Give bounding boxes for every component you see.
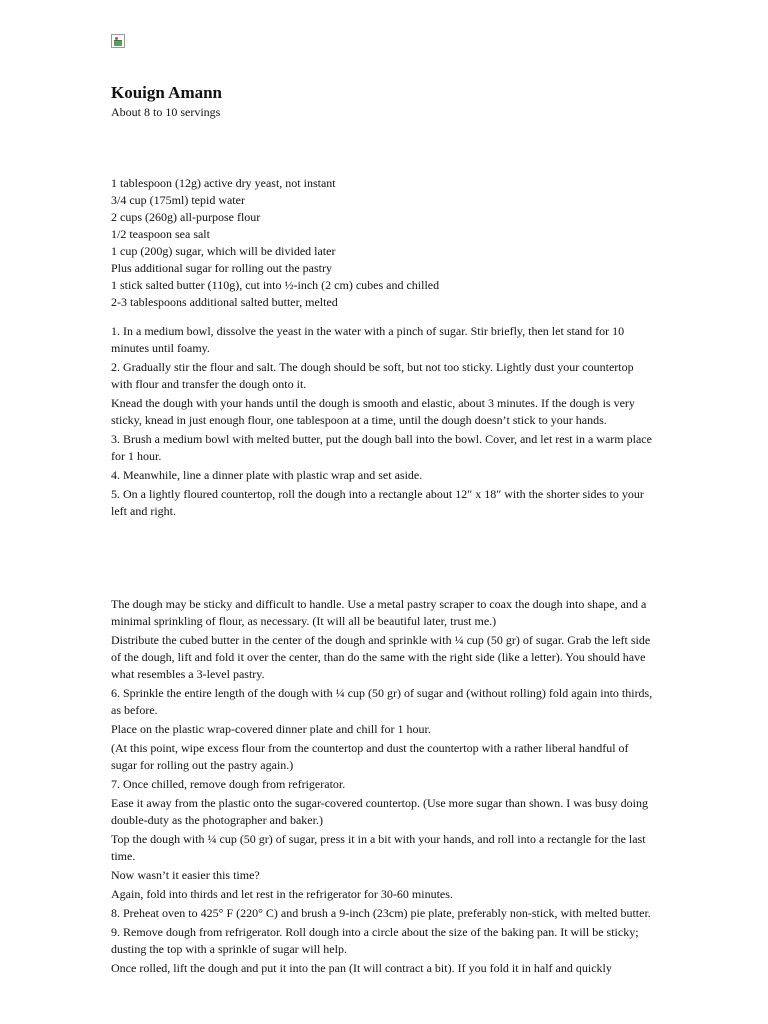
- instruction-step: Again, fold into thirds and let rest in the refrigerator for 30-60 minutes.: [111, 887, 453, 901]
- instruction-step: (At this point, wipe excess flour from the countertop and dust the countertop with a rather liberal handful of sugar for rolling out the pastry again.): [111, 741, 629, 772]
- instruction-step: Now wasn’t it easier this time?: [111, 868, 260, 882]
- instructions-part-2: [111, 596, 656, 977]
- ingredient-item: 2-3 tablespoons additional salted butter, melted: [111, 295, 338, 309]
- ingredient-item: 1 cup (200g) sugar, which will be divided later: [111, 244, 336, 258]
- recipe-title: Kouign Amann: [111, 83, 223, 102]
- ingredient-item: 1 stick salted butter (110g), cut into ½-inch (2 cm) cubes and chilled: [111, 278, 440, 292]
- ingredient-item: Plus additional sugar for rolling out the pastry: [111, 261, 332, 275]
- instruction-step: Place on the plastic wrap-covered dinner plate and chill for 1 hour.: [111, 722, 431, 736]
- instruction-step: Once rolled, lift the dough and put it into the pan (It will contract a bit). If you fold it in half and quickly: [111, 961, 612, 975]
- instruction-step: The dough may be sticky and difficult to handle. Use a metal pastry scraper to coax the dough into shape, and a minimal sprinkling of flour, as necessary. (It will all be beautiful later, trust me.): [111, 597, 647, 628]
- recipe-content: [111, 34, 656, 979]
- instruction-step: 4. Meanwhile, line a dinner plate with plastic wrap and set aside.: [111, 468, 423, 482]
- ingredient-list: [111, 175, 656, 311]
- instruction-step: Ease it away from the plastic onto the sugar-covered countertop. (Use more sugar than shown. I was busy doing double-duty as the photographer and baker.): [111, 796, 648, 827]
- recipe-servings: About 8 to 10 servings: [111, 105, 221, 119]
- instruction-step: Top the dough with ¼ cup (50 gr) of sugar, press it in a bit with your hands, and roll into a rectangle for the last time.: [111, 832, 646, 863]
- instruction-step: 6. Sprinkle the entire length of the dough with ¼ cup (50 gr) of sugar and (without rolling) fold again into thirds, as before.: [111, 686, 653, 717]
- ingredient-item: 2 cups (260g) all-purpose flour: [111, 210, 261, 224]
- instruction-step: 2. Gradually stir the flour and salt. The dough should be soft, but not too sticky. Lightly dust your countertop with flour and transfer the dough onto it.: [111, 360, 634, 391]
- instruction-step: Knead the dough with your hands until the dough is smooth and elastic, about 3 minutes. If the dough is very sticky, knead in just enough flour, one tablespoon at a time, until the dough doesn’t stick to your hands.: [111, 396, 635, 427]
- image-placeholder-gap: [111, 522, 656, 596]
- instruction-step: 3. Brush a medium bowl with melted butter, put the dough ball into the bowl. Cover, and let rest in a warm place for 1 hour.: [111, 432, 652, 463]
- instruction-step: 8. Preheat oven to 425° F (220° C) and brush a 9-inch (23cm) pie plate, preferably non-stick, with melted butter.: [111, 906, 651, 920]
- instructions-part-1: [111, 323, 656, 520]
- instruction-step: 5. On a lightly floured countertop, roll the dough into a rectangle about 12″ x 18″ with the shorter sides to your left and right.: [111, 487, 644, 518]
- instruction-step: 1. In a medium bowl, dissolve the yeast in the water with a pinch of sugar. Stir briefly, then let stand for 10 minutes until foamy.: [111, 324, 625, 355]
- ingredient-item: 3/4 cup (175ml) tepid water: [111, 193, 245, 207]
- ingredient-item: 1 tablespoon (12g) active dry yeast, not instant: [111, 176, 336, 190]
- instruction-step: Distribute the cubed butter in the center of the dough and sprinkle with ¼ cup (50 gr) of sugar. Grab the left side of the dough, lift and fold it over the center, than do the same with the right side (like a letter). You should have what resembles a 3-level pastry.: [111, 633, 651, 681]
- instruction-step: 9. Remove dough from refrigerator. Roll dough into a circle about the size of the baking pan. It will be sticky; dusting the top with a sprinkle of sugar will help.: [111, 925, 639, 956]
- ingredient-item: 1/2 teaspoon sea salt: [111, 227, 210, 241]
- broken-image-icon: [111, 34, 125, 48]
- instruction-step: 7. Once chilled, remove dough from refrigerator.: [111, 777, 346, 791]
